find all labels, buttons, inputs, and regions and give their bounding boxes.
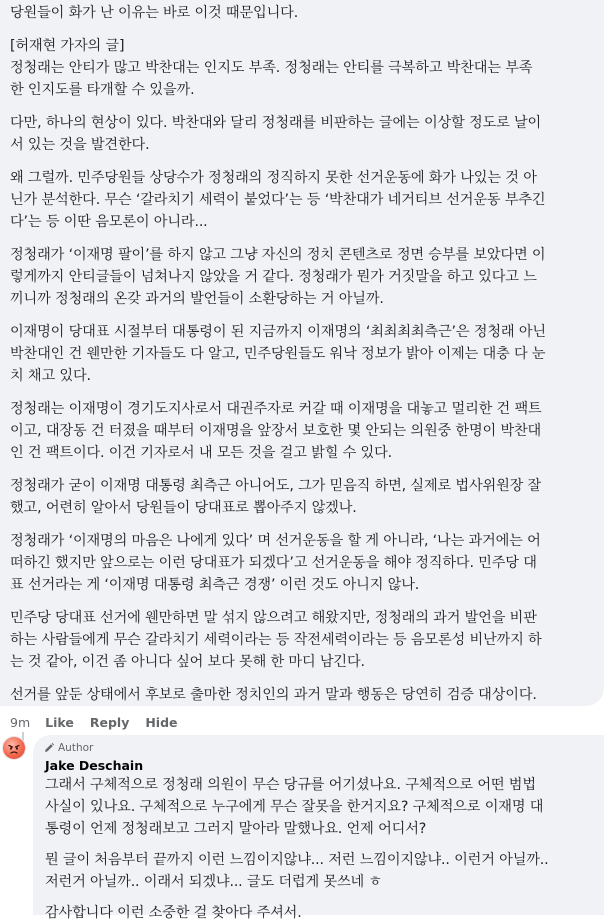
comment-line: 하는 사람들에게 무슨 갈라치기 세력이라는 등 작전세력이라는 등 음모론성 비난까지 하	[10, 632, 542, 648]
reply-bubble	[33, 735, 604, 921]
comment-line: 당원들이 화가 난 이유는 바로 이것 때문입니다.	[10, 5, 299, 21]
reply-body	[43, 774, 594, 924]
comment-line: 왜 그럴까. 민주당원들 상당수가 정청래의 정직하지 못한 선거운동에 화가 나있는 것 아	[10, 170, 537, 186]
like-button[interactable]: Like	[45, 714, 74, 730]
comment-paragraph	[10, 398, 594, 464]
comment-line: 끼니까 정청래의 온갖 과거의 발언들이 소환당하는 거 아닐까.	[10, 291, 384, 307]
comment-line: 했고, 어련히 알아서 당원들이 당대표로 뽑아주지 않겠나.	[10, 500, 357, 516]
comment-timestamp[interactable]: 9m	[10, 714, 31, 730]
comment-line: 정청래가 ‘이재명 팔이’를 하지 않고 그냥 자신의 정치 콘텐츠로 정면 승부를 보았다면 이	[10, 247, 546, 263]
reply-line: 그래서 구체적으로 정청래 의원이 무슨 당규를 어기셨나요. 구체적으로 어떤 범법	[45, 777, 536, 793]
comment-line: 다만, 하나의 현상이 있다. 박찬대와 달리 정청래를 비판하는 글에는 이상할 정도로 날이	[10, 115, 542, 131]
comment-line: 박찬대인 건 웬만한 기자들도 다 알고, 민주당원들도 워낙 정보가 밝아 이제는 대충 다 눈	[10, 346, 546, 362]
comment-paragraph	[10, 244, 594, 310]
comment-line: [허재현 가자의 글]	[10, 38, 125, 54]
reply-paragraph	[45, 774, 594, 840]
comment-paragraph	[10, 167, 594, 233]
comment-paragraph	[10, 607, 594, 673]
comment-line: 민주당 당대표 선거에 웬만하면 말 섞지 않으려고 해왔지만, 정청래의 과거 발언을 비판	[10, 610, 537, 626]
comment-line: 정청래는 안티가 많고 박찬대는 인지도 부족. 정청래는 안티를 극복하고 박찬대는 부족	[10, 60, 533, 76]
comment-line: 는 것 같아, 이건 좀 아니다 싶어 보다 못해 한 마디 남긴다.	[10, 654, 365, 670]
comment-paragraph	[10, 684, 594, 706]
pen-icon	[43, 742, 55, 754]
comment-line: 이고, 대장동 건 터졌을 때부터 이재명을 앞장서 보호한 몇 안되는 의원중 한명이 박찬대	[10, 423, 542, 439]
angry-face-avatar[interactable]	[3, 737, 25, 759]
comment-line: 다’는 등 이딴 음모론이 아니라...	[10, 214, 208, 230]
comment-line: 이재명이 당대표 시절부터 대통령이 된 지금까지 이재명의 ‘최최최최측근’은 정청래 아닌	[10, 324, 546, 340]
comment-line: 치 채고 있다.	[10, 368, 91, 384]
comment-paragraph	[10, 35, 594, 101]
reply-line: 감사합니다 이런 소중한 걸 찾아다 주셔서.	[45, 905, 302, 921]
comment-paragraph	[10, 530, 594, 596]
comment-paragraph	[10, 2, 594, 24]
reply-author-name[interactable]: Jake Deschain	[45, 758, 144, 773]
reply-line: 사실이 있나요. 구체적으로 누구에게 무슨 잘못을 한거지요? 구체적으로 이재명 대	[45, 799, 544, 815]
comment-line: 인 건 팩트이다. 이건 기자로서 내 모든 것을 걸고 밝힐 수 있다.	[10, 445, 393, 461]
author-badge	[43, 741, 594, 755]
reply-paragraph	[45, 902, 594, 924]
comment-line: 서 있는 것을 발견한다.	[10, 137, 150, 153]
comment-line: 닌가 분석한다. 무슨 ‘갈라치기 세력이 붙었다’는 등 ‘박찬대가 네거티브 선거운동 부추긴	[10, 192, 546, 208]
comment-paragraph	[10, 112, 594, 156]
reply-paragraph	[45, 849, 594, 893]
reply-line: 통령이 언제 정청래보고 그러지 말아라 말했나요. 언제 어디서?	[45, 821, 427, 837]
reply-button[interactable]: Reply	[89, 714, 130, 730]
comment-line: 렇게까지 안티글들이 넘쳐나지 않았을 거 같다. 정청래가 뭔가 거짓말을 하고 있다고 느	[10, 269, 537, 285]
author-badge-label: Author	[58, 742, 94, 754]
comment-paragraph	[10, 321, 594, 387]
comment-line: 선거를 앞둔 상태에서 후보로 출마한 정치인의 과거 말과 행동은 당연히 검증 대상이다.	[10, 687, 537, 703]
comment-line: 정청래가 굳이 이재명 대통령 최측근 아니어도, 그가 믿음직 하면, 실제로 법사위원장 잘	[10, 478, 542, 494]
comment-line: 떠하긴 했지만 앞으로는 이런 당대표가 되겠다’고 선거운동을 해야 정직하다. 민주당 대	[10, 555, 537, 571]
comment-paragraph	[10, 475, 594, 519]
reply-line: 저런거 아닐까.. 이래서 되겠냐... 글도 더럽게 못쓰네 ㅎ	[45, 874, 382, 890]
reply-line: 뭔 글이 처음부터 끝까지 이런 느낌이지않냐... 저런 느낌이지않냐.. 이런거 아닐까..	[45, 852, 549, 868]
comment-line: 표 선거라는 게 ‘이재명 대통령 최측근 경쟁’ 이런 것도 아니지 않나.	[10, 577, 420, 593]
hide-button[interactable]: Hide	[145, 714, 178, 730]
comment-line: 정청래는 이재명이 경기도지사로서 대권주자로 커갈 때 이재명을 대놓고 멀리한 건 팩트	[10, 401, 542, 417]
comment-line: 정청래가 ‘이재명의 마음은 나에게 있다’ 며 선거운동을 할 게 아니라, ‘나는 과거에는 어	[10, 533, 541, 549]
comment-actions	[10, 712, 194, 732]
comment-line: 한 인지도를 타개할 수 있을까.	[10, 82, 195, 98]
angry-face-icon	[3, 737, 25, 759]
